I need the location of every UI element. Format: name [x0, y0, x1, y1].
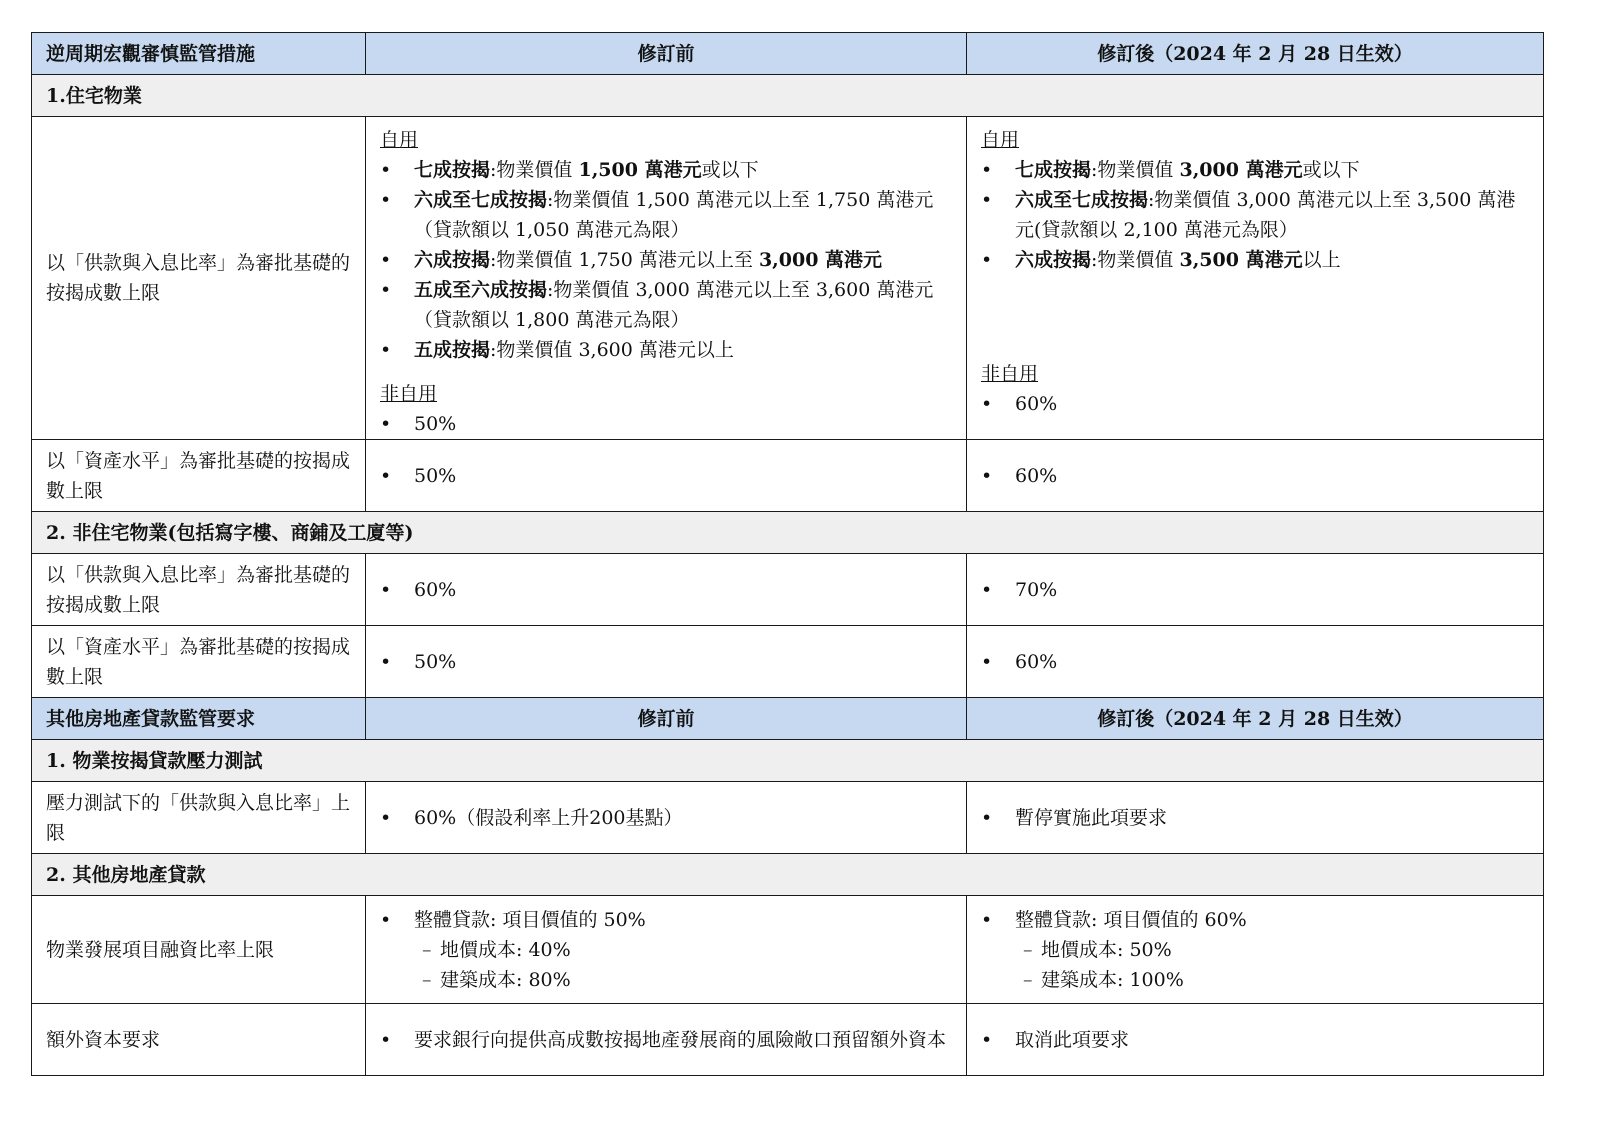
section-row	[32, 75, 1544, 117]
row-label: 以「資產水平」為審批基礎的按揭成數上限	[32, 626, 366, 698]
list-item: • 五成按揭:物業價值 3,600 萬港元以上	[380, 335, 952, 365]
self-use-heading: 自用	[380, 129, 419, 151]
after-cell	[967, 626, 1544, 698]
list-item: • 暫停實施此項要求	[981, 803, 1529, 833]
list-item: • 六成按揭:物業價值 1,750 萬港元以上至 3,000 萬港元	[380, 245, 952, 275]
list-item: • 整體貸款: 項目價值的 60%	[981, 905, 1529, 935]
row-label: 以「資產水平」為審批基礎的按揭成數上限	[32, 440, 366, 512]
row-label: 以「供款與入息比率」為審批基礎的按揭成數上限	[32, 554, 366, 626]
row-label: 以「供款與入息比率」為審批基礎的按揭成數上限	[32, 117, 366, 440]
before-cell	[366, 440, 967, 512]
table-row-asset-residential	[32, 440, 1544, 512]
sub-item: – 地價成本: 40%	[380, 935, 952, 965]
row-label: 物業發展項目融資比率上限	[32, 896, 366, 1004]
list-item: • 50%	[380, 647, 952, 677]
list-item: • 六成至七成按揭:物業價值 3,000 萬港元以上至 3,500 萬港元(貸款額以 2,100 萬港元為限）	[981, 185, 1529, 245]
header-col3: 修訂後（2024 年 2 月 28 日生效）	[967, 33, 1544, 75]
header-row-2	[32, 698, 1544, 740]
before-cell	[366, 554, 967, 626]
section-row	[32, 512, 1544, 554]
list-item: • 60%	[981, 461, 1529, 491]
table-row-development	[32, 896, 1544, 1004]
list-item: • 六成至七成按揭:物業價值 1,500 萬港元以上至 1,750 萬港元（貸款額以 1,050 萬港元為限）	[380, 185, 952, 245]
after-nonself-list	[981, 389, 1529, 419]
list-item: • 60%	[981, 647, 1529, 677]
before-cell	[366, 782, 967, 854]
list-item: • 整體貸款: 項目價值的 50%	[380, 905, 952, 935]
before-nonself-list	[380, 409, 952, 439]
after-cell	[967, 896, 1544, 1004]
section-other-loans: 2. 其他房地產貸款	[32, 854, 1544, 896]
list-item: • 要求銀行向提供高成數按揭地產發展商的風險敞口預留額外資本	[380, 1025, 952, 1055]
list-item: • 60%	[380, 575, 952, 605]
section-stress-test: 1. 物業按揭貸款壓力測試	[32, 740, 1544, 782]
after-cell	[967, 440, 1544, 512]
regulation-table	[31, 32, 1544, 1076]
section-row	[32, 740, 1544, 782]
list-item: • 七成按揭:物業價值 1,500 萬港元或以下	[380, 155, 952, 185]
before-list	[380, 155, 952, 365]
header-col3: 修訂後（2024 年 2 月 28 日生效）	[967, 698, 1544, 740]
after-cell	[967, 117, 1544, 440]
before-cell	[366, 626, 967, 698]
non-self-use-heading: 非自用	[981, 363, 1039, 385]
section-residential: 1.住宅物業	[32, 75, 1544, 117]
list-item: • 60%	[981, 389, 1529, 419]
header-row-1	[32, 33, 1544, 75]
header-col1: 其他房地產貸款監管要求	[32, 698, 366, 740]
after-cell	[967, 782, 1544, 854]
row-label: 壓力測試下的「供款與入息比率」上限	[32, 782, 366, 854]
header-col2: 修訂前	[366, 698, 967, 740]
before-cell	[366, 1004, 967, 1076]
header-col1: 逆周期宏觀審慎監管措施	[32, 33, 366, 75]
row-label: 額外資本要求	[32, 1004, 366, 1076]
list-item: • 50%	[380, 409, 952, 439]
list-item: • 50%	[380, 461, 952, 491]
header-col2: 修訂前	[366, 33, 967, 75]
list-item: • 六成按揭:物業價值 3,500 萬港元以上	[981, 245, 1529, 275]
section-row	[32, 854, 1544, 896]
after-cell	[967, 1004, 1544, 1076]
section-non-residential: 2. 非住宅物業(包括寫字樓、商鋪及工廈等)	[32, 512, 1544, 554]
self-use-heading: 自用	[981, 129, 1020, 151]
after-list	[981, 155, 1529, 275]
list-item: • 取消此項要求	[981, 1025, 1529, 1055]
sub-item: – 建築成本: 80%	[380, 965, 952, 995]
after-cell	[967, 554, 1544, 626]
sub-item: – 建築成本: 100%	[981, 965, 1529, 995]
sub-item: – 地價成本: 50%	[981, 935, 1529, 965]
table-row-dsr-residential	[32, 117, 1544, 440]
table-row-stress	[32, 782, 1544, 854]
before-cell	[366, 896, 967, 1004]
list-item: • 五成至六成按揭:物業價值 3,000 萬港元以上至 3,600 萬港元（貸款額以 1,800 萬港元為限）	[380, 275, 952, 335]
non-self-use-heading: 非自用	[380, 383, 438, 405]
table-row-dsr-non-residential	[32, 554, 1544, 626]
before-cell	[366, 117, 967, 440]
list-item: • 60%（假設利率上升200基點）	[380, 803, 952, 833]
list-item: • 70%	[981, 575, 1529, 605]
table-row-capital	[32, 1004, 1544, 1076]
list-item: • 七成按揭:物業價值 3,000 萬港元或以下	[981, 155, 1529, 185]
table-row-asset-non-residential	[32, 626, 1544, 698]
